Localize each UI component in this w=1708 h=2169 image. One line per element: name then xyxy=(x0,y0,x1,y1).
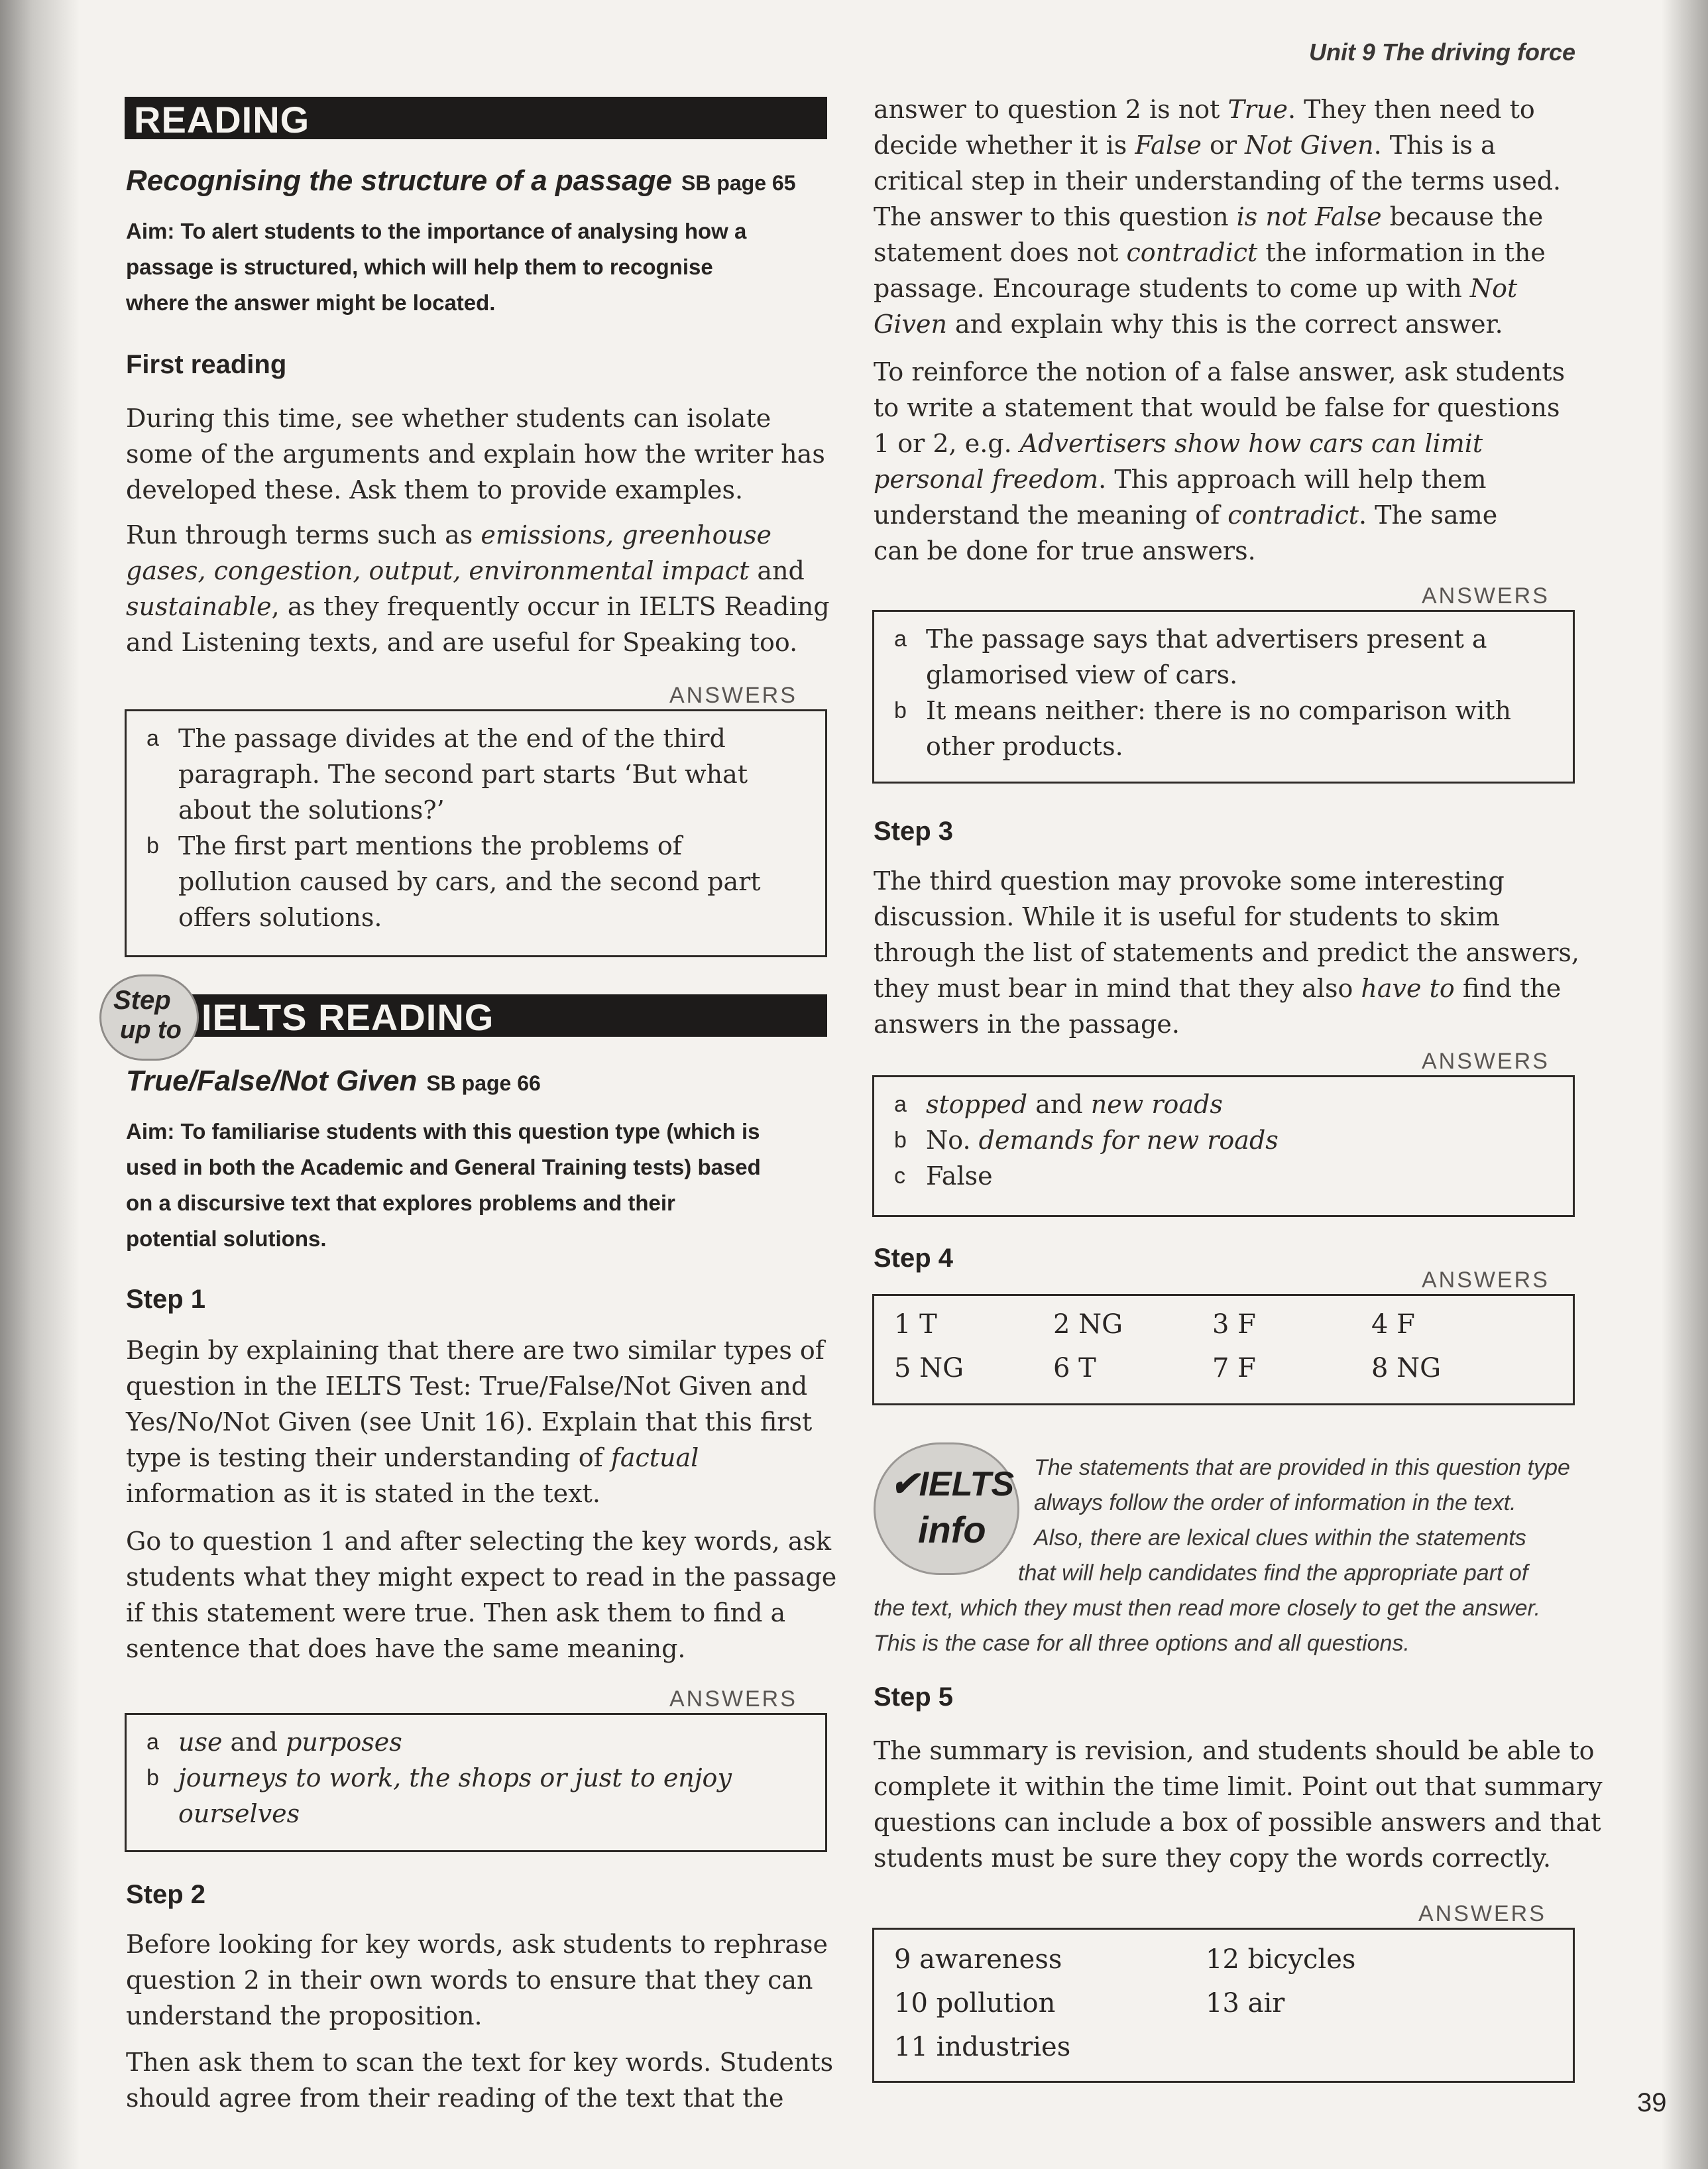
text-run: Advertisers show how cars can limit xyxy=(1019,429,1483,458)
text-run: decide whether it is xyxy=(874,131,1135,160)
text-run: is not False xyxy=(1236,202,1382,231)
answer-item xyxy=(146,1760,805,1832)
text-line xyxy=(874,306,1616,342)
text-run: . The same xyxy=(1359,500,1498,530)
text-line xyxy=(874,270,1616,306)
step1-para2 xyxy=(126,1523,848,1667)
text-line: should agree from their reading of the text that the xyxy=(126,2083,784,2113)
ielts-info-line2: info xyxy=(918,1509,986,1551)
text-line: The statements that are provided in this question type xyxy=(1034,1455,1570,1480)
text-run: emissions, greenhouse xyxy=(481,520,771,550)
page-number: 39 xyxy=(1637,2088,1667,2117)
text-line xyxy=(126,553,842,589)
text-line: pollution caused by cars, and the second part xyxy=(178,867,761,896)
text-line: sentence that does have the same meaning. xyxy=(126,1634,686,1663)
text-line xyxy=(126,1440,848,1476)
answer-cell: 12 bicycles xyxy=(1206,1944,1356,1975)
text-line xyxy=(874,199,1616,235)
text-run: use xyxy=(178,1728,223,1757)
text-line: Before looking for key words, ask students to rephrase xyxy=(126,1930,828,1959)
answer-cell: 1 T xyxy=(894,1309,937,1340)
answer-text xyxy=(178,721,748,828)
text-line: and Listening texts, and are useful for Speaking too. xyxy=(126,628,798,657)
text-run: . This is a xyxy=(1373,131,1496,160)
page-gutter-shadow xyxy=(0,0,80,2169)
text-line: ourselves xyxy=(178,1799,300,1828)
answer-text xyxy=(178,828,761,935)
text-line: complete it within the time limit. Point out that summary xyxy=(874,1772,1603,1801)
text-line xyxy=(874,235,1616,270)
text-line: question 2 in their own words to ensure that they can xyxy=(126,1965,813,1995)
text-run: Not Given xyxy=(1245,131,1374,160)
text-run: . This approach will help them xyxy=(1098,465,1487,494)
text-line: The passage says that advertisers present a xyxy=(926,624,1487,654)
text-run: answer to question 2 is not xyxy=(874,95,1228,124)
text-line: Go to question 1 and after selecting the key words, ask xyxy=(126,1527,832,1556)
answer-cell: 8 NG xyxy=(1371,1353,1442,1383)
answers-box xyxy=(872,1294,1575,1405)
text-line xyxy=(874,127,1616,163)
ielts-info-word: IELTS xyxy=(919,1465,1015,1503)
step5-para xyxy=(874,1733,1623,1876)
text-line: To reinforce the notion of a false answer, ask students xyxy=(874,357,1566,386)
answer-cell: 3 F xyxy=(1212,1309,1256,1340)
step-up-line2: up to xyxy=(120,1016,182,1044)
text-line: critical step in their understanding of the terms used. xyxy=(874,166,1562,196)
text-run: new roads xyxy=(1090,1090,1223,1119)
text-line: The summary is revision, and students should be able to xyxy=(874,1736,1595,1765)
section-title-text: True/False/Not Given xyxy=(126,1065,418,1097)
text-run: . They then need to xyxy=(1287,95,1535,124)
text-run: No. xyxy=(926,1126,979,1155)
text-line: students must be sure they copy the words correctly. xyxy=(874,1844,1552,1873)
text-run: Not xyxy=(1469,274,1518,303)
ielts-reading-banner xyxy=(192,994,827,1037)
text-run: stopped xyxy=(926,1090,1028,1119)
answer-item xyxy=(146,721,805,828)
answer-item xyxy=(894,693,1553,764)
text-run: and xyxy=(749,556,805,585)
answer-item xyxy=(894,1122,1553,1158)
answers-box xyxy=(125,1713,827,1852)
step3-heading: Step 3 xyxy=(874,817,954,846)
answer-grid xyxy=(894,1938,1553,2069)
aim-line: Aim: To alert students to the importance of analysing how a xyxy=(126,219,747,243)
ielts-info-line1 xyxy=(890,1464,1014,1504)
text-run: 1 or 2, e.g. xyxy=(874,429,1020,458)
text-line: that will help candidates find the appropriate part of xyxy=(1018,1560,1528,1586)
text-line: The passage divides at the end of the third xyxy=(178,724,726,753)
ielts-reading-banner-label: IELTS READING xyxy=(201,996,494,1038)
text-line: paragraph. The second part starts ‘But what xyxy=(178,760,748,789)
answer-letter: c xyxy=(894,1163,905,1189)
answer-letter: a xyxy=(894,1092,907,1117)
text-run: understand the meaning of xyxy=(874,500,1228,530)
step4-heading: Step 4 xyxy=(874,1244,954,1273)
answer-cell: 13 air xyxy=(1206,1988,1285,2019)
answer-item xyxy=(894,621,1553,693)
text-run: sustainable xyxy=(126,592,272,621)
text-run: Run through terms such as xyxy=(126,520,481,550)
answer-cell: 5 NG xyxy=(894,1353,964,1383)
text-line: through the list of statements and predict the answers, xyxy=(874,938,1579,967)
text-run: The answer to this question xyxy=(874,202,1237,231)
step2-para1 xyxy=(126,1926,848,2034)
answers-label: ANSWERS xyxy=(1418,1901,1546,1926)
step5-heading: Step 5 xyxy=(874,1682,954,1712)
ielts-info-badge xyxy=(874,1442,1019,1575)
text-run: personal freedom xyxy=(874,465,1099,494)
answer-item xyxy=(146,1724,805,1760)
aim-line: Aim: To familiarise students with this question type (which is xyxy=(126,1119,760,1143)
answer-text: False xyxy=(926,1161,993,1191)
answer-q2-para xyxy=(874,91,1616,342)
reading-banner-label: READING xyxy=(134,99,310,141)
answer-grid xyxy=(894,1303,1553,1390)
text-line: students what they might expect to read in the passage xyxy=(126,1562,837,1592)
answer-cell: 6 T xyxy=(1053,1353,1096,1383)
text-run: type is testing their understanding of xyxy=(126,1443,611,1472)
page-edge-shadow xyxy=(1662,0,1708,2169)
answer-letter: a xyxy=(894,626,907,652)
aim-line: used in both the Academic and General Training tests) based xyxy=(126,1155,761,1179)
answer-cell: 10 pollution xyxy=(894,1988,1056,2019)
answer-cell: 7 F xyxy=(1212,1353,1256,1383)
answer-cell xyxy=(1206,2025,1404,2069)
sb-page-ref: SB page 66 xyxy=(426,1071,541,1095)
text-run: and xyxy=(1027,1090,1091,1119)
step2-heading: Step 2 xyxy=(126,1880,206,1909)
answers-label: ANSWERS xyxy=(1422,583,1550,609)
text-line: It means neither: there is no comparison with xyxy=(926,696,1511,725)
answers-box xyxy=(872,610,1575,784)
answer-cell: 11 industries xyxy=(894,2032,1071,2062)
step-up-badge xyxy=(99,974,199,1061)
text-line: offers solutions. xyxy=(178,903,382,932)
text-run: the information in the xyxy=(1257,238,1546,267)
text-run: factual xyxy=(610,1443,699,1472)
sb-page-ref: SB page 65 xyxy=(681,171,796,195)
answers-box xyxy=(872,1928,1575,2083)
answers-box xyxy=(125,709,827,957)
answer-cell: 4 F xyxy=(1371,1309,1415,1340)
text-line xyxy=(874,91,1616,127)
answers-box xyxy=(872,1075,1575,1217)
ielts-info-text-cont xyxy=(874,1556,1623,1661)
step2-para2 xyxy=(126,2044,848,2116)
text-line: understand the proposition. xyxy=(126,2001,483,2030)
text-line xyxy=(126,517,842,553)
text-line xyxy=(874,461,1616,497)
answer-item xyxy=(894,1086,1553,1122)
running-header: Unit 9 The driving force xyxy=(1308,38,1575,66)
text-line: if this statement were true. Then ask them to find a xyxy=(126,1598,786,1627)
answer-letter: b xyxy=(146,1765,159,1790)
text-line: answers in the passage. xyxy=(874,1010,1180,1039)
answer-letter: a xyxy=(146,1729,159,1755)
text-line: This is the case for all three options and all questions. xyxy=(874,1631,1410,1656)
answer-text xyxy=(178,1760,732,1832)
aim-line: where the answer might be located. xyxy=(126,290,496,315)
answers-label: ANSWERS xyxy=(1422,1267,1550,1293)
text-line: about the solutions?’ xyxy=(178,795,445,825)
section-title-text: Recognising the structure of a passage xyxy=(126,164,672,197)
text-line: to write a statement that would be false for questions xyxy=(874,393,1560,422)
text-line: can be done for true answers. xyxy=(874,536,1256,565)
answer-letter: b xyxy=(894,698,907,723)
text-line: The first part mentions the problems of xyxy=(178,831,682,860)
answer-letter: a xyxy=(146,726,159,751)
false-answer-para xyxy=(874,354,1616,569)
text-line xyxy=(874,970,1623,1006)
text-run: Given xyxy=(874,310,947,339)
text-run: contradict xyxy=(1126,238,1258,267)
text-run: and xyxy=(222,1728,286,1757)
text-line: the text, which they must then read more closely to get the answer. xyxy=(874,1596,1541,1621)
answer-item xyxy=(894,1158,1553,1194)
text-line: glamorised view of cars. xyxy=(926,660,1238,689)
text-run: or xyxy=(1201,131,1245,160)
text-line: Yes/No/Not Given (see Unit 16). Explain that this first xyxy=(126,1407,813,1436)
text-line: questions can include a box of possible answers and that xyxy=(874,1808,1601,1837)
text-line: Also, there are lexical clues within the statements xyxy=(1034,1525,1526,1551)
text-run: False xyxy=(1135,131,1202,160)
check-icon: ✔ xyxy=(890,1465,919,1503)
text-run: passage. Encourage students to come up with xyxy=(874,274,1470,303)
step3-para xyxy=(874,863,1623,1042)
text-run: True xyxy=(1227,95,1288,124)
text-line: other products. xyxy=(926,732,1123,761)
answer-letter: b xyxy=(146,833,159,858)
answer-text xyxy=(926,693,1511,764)
text-line xyxy=(874,497,1616,533)
text-run: purposes xyxy=(286,1728,402,1757)
answer-text xyxy=(926,1086,1223,1122)
answer-text xyxy=(926,621,1487,693)
aim-line: passage is structured, which will help them to recognise xyxy=(126,255,713,279)
section-title xyxy=(126,1065,541,1098)
answers-label: ANSWERS xyxy=(669,683,797,708)
text-run: because the xyxy=(1381,202,1544,231)
answer-item xyxy=(146,828,805,935)
answer-cell: 9 awareness xyxy=(894,1944,1062,1975)
answer-letter: b xyxy=(894,1128,907,1153)
text-line xyxy=(126,589,842,624)
text-line: journeys to work, the shops or just to enjoy xyxy=(178,1763,732,1792)
text-line: Begin by explaining that there are two similar types of xyxy=(126,1336,825,1365)
text-line: discussion. While it is useful for students to skim xyxy=(874,902,1500,931)
text-line: developed these. Ask them to provide examples. xyxy=(126,475,744,504)
text-line: information as it is stated in the text. xyxy=(126,1479,600,1508)
answer-cell: 2 NG xyxy=(1053,1309,1123,1340)
text-line: some of the arguments and explain how the writer has xyxy=(126,440,825,469)
reading-banner xyxy=(125,97,827,139)
step1-heading: Step 1 xyxy=(126,1285,206,1314)
text-line: The third question may provoke some interesting xyxy=(874,866,1505,896)
text-line: Then ask them to scan the text for key words. Students xyxy=(126,2048,834,2077)
terms-para xyxy=(126,517,842,660)
section-title xyxy=(126,164,795,198)
text-run: demands for new roads xyxy=(978,1126,1279,1155)
aim-text xyxy=(126,1114,842,1257)
text-run: gases, congestion, output, environmental impact xyxy=(126,556,750,585)
text-run: and explain why this is the correct answer. xyxy=(946,310,1503,339)
text-line: question in the IELTS Test: True/False/Not Given and xyxy=(126,1372,808,1401)
answer-text xyxy=(926,1122,1279,1158)
step1-para1 xyxy=(126,1332,848,1511)
text-line: always follow the order of information in the text. xyxy=(1034,1490,1516,1515)
first-reading-heading: First reading xyxy=(126,350,287,379)
text-line: During this time, see whether students can isolate xyxy=(126,404,771,433)
aim-line: potential solutions. xyxy=(126,1226,327,1251)
text-line xyxy=(874,426,1616,461)
text-run: they must bear in mind that they also xyxy=(874,974,1361,1003)
text-run: contradict xyxy=(1227,500,1359,530)
text-run: find the xyxy=(1454,974,1562,1003)
aim-line: on a discursive text that explores problems and their xyxy=(126,1191,675,1215)
answers-label: ANSWERS xyxy=(669,1686,797,1712)
text-run: have to xyxy=(1361,974,1455,1003)
aim-text xyxy=(126,213,835,321)
answer-text xyxy=(178,1724,402,1760)
text-run: , as they frequently occur in IELTS Reading xyxy=(271,592,830,621)
ielts-info-text xyxy=(1034,1450,1584,1556)
step-up-line1: Step xyxy=(113,986,171,1015)
answers-label: ANSWERS xyxy=(1422,1049,1550,1074)
text-run: statement does not xyxy=(874,238,1127,267)
first-reading-para xyxy=(126,400,842,508)
